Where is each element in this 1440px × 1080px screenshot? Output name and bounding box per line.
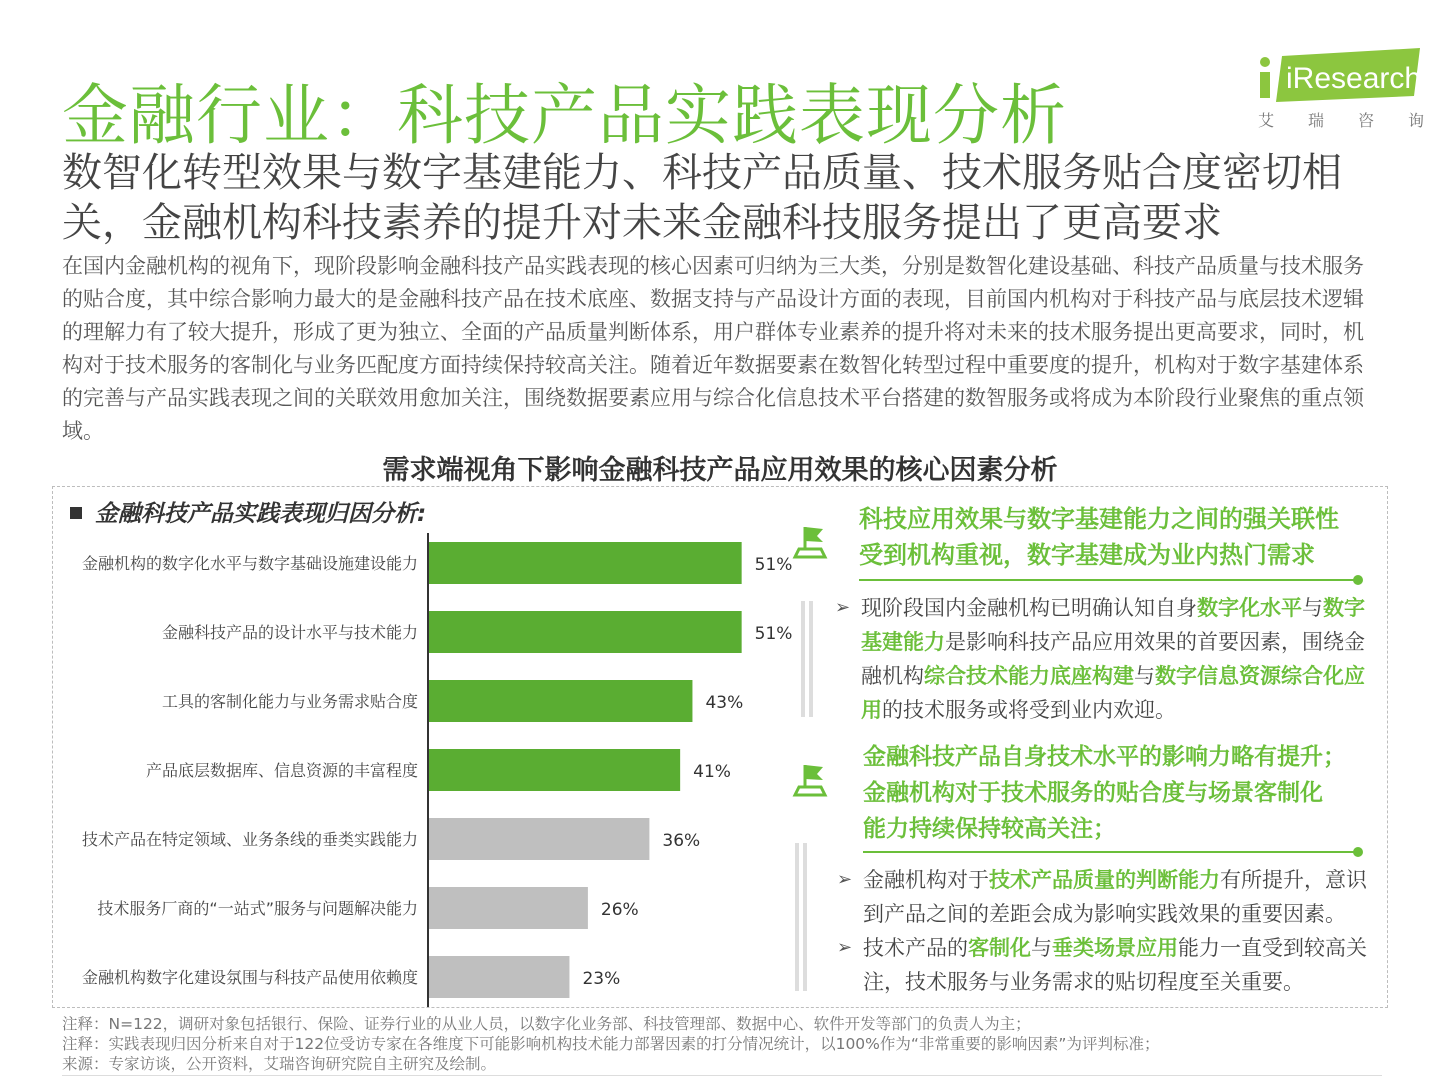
attribution-bar-chart bbox=[53, 487, 833, 1009]
chart-title-marker bbox=[70, 507, 82, 519]
bar bbox=[428, 611, 742, 653]
data-label: 41% bbox=[693, 762, 731, 782]
category-label: 技术产品在特定领域、业务条线的垂类实践能力 bbox=[81, 830, 418, 849]
footnotes bbox=[62, 1014, 1382, 1074]
callout-divider bbox=[859, 579, 1359, 581]
flag-icon bbox=[791, 761, 829, 801]
category-label: 工具的客制化能力与业务需求贴合度 bbox=[161, 692, 418, 711]
bullet-text: 金融机构对于 bbox=[863, 868, 989, 892]
callout-title-line: 金融机构对于技术服务的贴合度与场景客制化 bbox=[863, 780, 1323, 806]
bar bbox=[428, 887, 588, 929]
logo-sub-char: 咨 bbox=[1357, 111, 1374, 130]
highlight-text: 数字信息资源综合化应用 bbox=[861, 664, 1365, 722]
bullet-text: 有所提升，意识到产品之间的差距会成为影响实践效果的重要因素。 bbox=[863, 868, 1367, 926]
bottom-divider bbox=[62, 1075, 1382, 1076]
bar bbox=[428, 680, 692, 722]
bullet-text: 是影响科技产品应用效果的首要因素，围绕金融机构 bbox=[861, 630, 1365, 688]
flag-icon bbox=[791, 523, 829, 563]
bullet-text: 与 bbox=[1134, 664, 1155, 688]
footnote-line: 来源：专家访谈，公开资料，艾瑞咨询研究院自主研究及绘制。 bbox=[62, 1055, 497, 1073]
callout-title-line: 能力持续保持较高关注； bbox=[863, 816, 1116, 842]
category-label: 金融机构的数字化水平与数字基础设施建设能力 bbox=[81, 554, 418, 573]
logo-sub-char: 瑞 bbox=[1307, 111, 1324, 130]
callout-title bbox=[859, 501, 1379, 573]
highlight-text: 技术产品质量的判断能力 bbox=[989, 868, 1220, 892]
callout-side-bar bbox=[801, 601, 813, 717]
logo-sub-char: 询 bbox=[1407, 111, 1424, 130]
category-label: 金融科技产品的设计水平与技术能力 bbox=[161, 623, 418, 642]
bar bbox=[428, 749, 680, 791]
footnote-line: 注释：N=122，调研对象包括银行、保险、证券行业的从业人员，以数字化业务部、科技管理部、数据中心、软件开发等部门的负责人为主； bbox=[62, 1015, 1031, 1033]
callout-bullet bbox=[837, 863, 1367, 931]
bar bbox=[428, 956, 569, 998]
callout-text bbox=[837, 863, 1367, 999]
bar bbox=[428, 542, 742, 584]
callout-side-bar bbox=[795, 843, 807, 991]
data-label: 36% bbox=[662, 831, 701, 851]
data-label: 51% bbox=[754, 624, 793, 644]
bullet-text: 与 bbox=[1031, 936, 1052, 960]
callout-title-line: 科技应用效果与数字基建能力之间的强关联性 bbox=[859, 505, 1339, 533]
category-label: 金融机构数字化建设氛围与科技产品使用依赖度 bbox=[81, 968, 418, 987]
data-label: 23% bbox=[582, 969, 621, 989]
highlight-text: 综合技术能力底座构建 bbox=[924, 664, 1134, 688]
category-label: 技术服务厂商的“一站式”服务与问题解决能力 bbox=[97, 899, 418, 918]
highlight-text: 数字化水平 bbox=[1197, 596, 1302, 620]
category-label: 产品底层数据库、信息资源的丰富程度 bbox=[145, 761, 418, 780]
callout-divider bbox=[863, 851, 1359, 853]
body-paragraph: 在国内金融机构的视角下，现阶段影响金融科技产品实践表现的核心因素可归纳为三大类，分别是数智化建设基础、科技产品质量与技术服务的贴合度，其中综合影响力最大的是金融科技产品在技术底座、数据支持与产品设计方面的表现，目前国内机构对于科技产品与底层技术逻辑的理解力有了较大提升，形成了更为独立、全面的产品质量判断体系，用户群体专业素养的提升将对未来的技术服务提出更高要求，同时，机构对于技术服务的客制化与业务匹配度方面持续保持较高关注。随着近年数据要素在数智化转型过程中重要度的提升，机构对于数字基建体系的完善与产品实践表现之间的关联效用愈加关注，围绕数据要素应用与综合化信息技术平台搭建的数智服务或将成为本阶段行业聚焦的重点领域。 bbox=[62, 254, 1364, 443]
iresearch-logo-subtitle bbox=[1258, 108, 1424, 131]
highlight-text: 数字基建能力 bbox=[861, 596, 1365, 654]
logo-sub-char: 艾 bbox=[1258, 111, 1275, 130]
bullet-text: 技术产品的 bbox=[863, 936, 968, 960]
bar bbox=[428, 818, 649, 860]
data-label: 51% bbox=[754, 555, 793, 575]
callout-bullet bbox=[835, 591, 1365, 727]
callout-title-line: 金融科技产品自身技术水平的影响力略有提升； bbox=[863, 744, 1346, 770]
bullet-text: 现阶段国内金融机构已明确认知自身 bbox=[861, 596, 1197, 620]
callout-title bbox=[863, 739, 1383, 847]
highlight-text: 垂类场景应用 bbox=[1052, 936, 1178, 960]
iresearch-logo-mark bbox=[1256, 48, 1422, 106]
bullet-text: 的技术服务或将受到业内欢迎。 bbox=[882, 698, 1176, 722]
footnote-line: 注释：实践表现归因分析来自对于122位受访专家在各维度下可能影响机构技术能力部署因素的打分情况统计，以100%作为“非常重要的影响因素”为评判标准； bbox=[62, 1035, 1160, 1053]
analysis-panel bbox=[52, 486, 1388, 1008]
chart-title: 金融科技产品实践表现归因分析: bbox=[95, 501, 427, 527]
data-label: 26% bbox=[600, 900, 639, 920]
highlight-text: 客制化 bbox=[968, 936, 1031, 960]
chart-heading: 需求端视角下影响金融科技产品应用效果的核心因素分析 bbox=[382, 455, 1058, 486]
iresearch-logo-text: iResearch bbox=[1286, 62, 1422, 95]
callout-bullet bbox=[837, 931, 1367, 999]
bullet-text: 能力一直受到较高关注，技术服务与业务需求的贴切程度至关重要。 bbox=[863, 936, 1367, 994]
page-title: 金融行业：科技产品实践表现分析 bbox=[62, 77, 1067, 154]
callout-text bbox=[835, 591, 1365, 727]
data-label: 43% bbox=[705, 693, 744, 713]
bullet-text: 与 bbox=[1302, 596, 1323, 620]
iresearch-logo bbox=[1256, 48, 1426, 132]
page-subtitle: 数智化转型效果与数字基建能力、科技产品质量、技术服务贴合度密切相关，金融机构科技素养的提升对未来金融科技服务提出了更高要求 bbox=[62, 150, 1342, 246]
callout-title-line: 受到机构重视，数字基建成为业内热门需求 bbox=[859, 541, 1315, 569]
